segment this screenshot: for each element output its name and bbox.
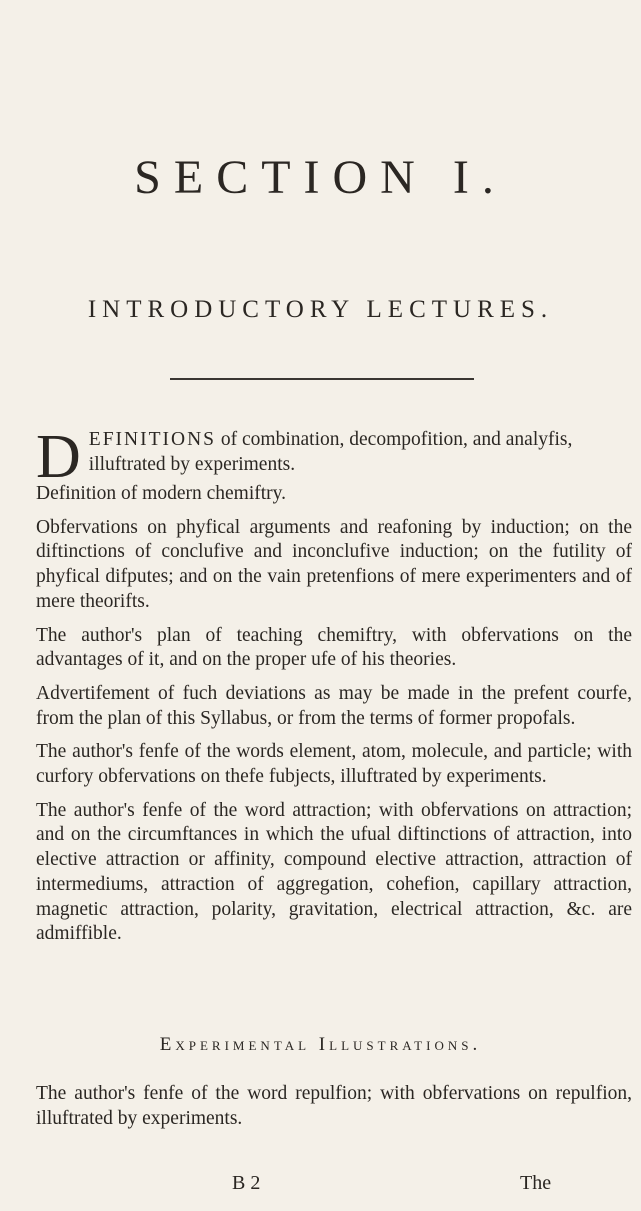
paragraph: Obfervations on phyfical arguments and reafoning by induction; on the diftinctions of conclufive and inconclufive induction; on the futility of phyfical difputes; and on the vain pretenfions of mere experimenters and of mere theorifts. [36,516,632,612]
experimental-heading: Experimental Illustrations. [159,1034,482,1055]
catchword: The [520,1172,552,1194]
experimental-paragraph: The author's fenfe of the word repulfion; with obfervations on repulfion, illuftrated by experiments. [36,1083,632,1129]
section-subtitle: INTRODUCTORY LECTURES. [87,296,554,323]
paragraph: Definition of modern chemiftry. [36,483,286,504]
divider-rule [170,378,474,380]
paragraph-lead: EFINITIONS [88,429,217,450]
first-paragraph [36,423,632,491]
section-title: SECTION I. [134,151,507,204]
paragraph: The author's plan of teaching chemiftry, with obfervations on the advantages of it, and on the proper ufe of his theories. [36,624,632,671]
paragraph: The author's fenfe of the word attraction; with obfervations on attraction; and on the circumftances in which the ufual diftinctions of attraction, into elective attraction or affinity, compound elective attraction, attraction of intermediums, attraction of aggregation, cohefion, capillary attraction, magnetic attraction, polarity, gravitation, electrical attraction, &c. are admiffible. [36,799,632,945]
body-text [36,482,632,956]
paragraph-rest: of combination, decompofition, and analyfis, illuftrated by experiments. [88,429,573,475]
paragraph: Advertifement of fuch deviations as may be made in the prefent courfe, from the plan of this Syllabus, or from the terms of former propofals. [36,682,632,729]
paragraph: The author's fenfe of the words element, atom, molecule, and particle; with curfory obfervations on thefe fubjects, illuftrated by experiments. [36,741,632,788]
drop-cap: D [36,423,81,491]
signature-mark: B 2 [232,1172,261,1194]
